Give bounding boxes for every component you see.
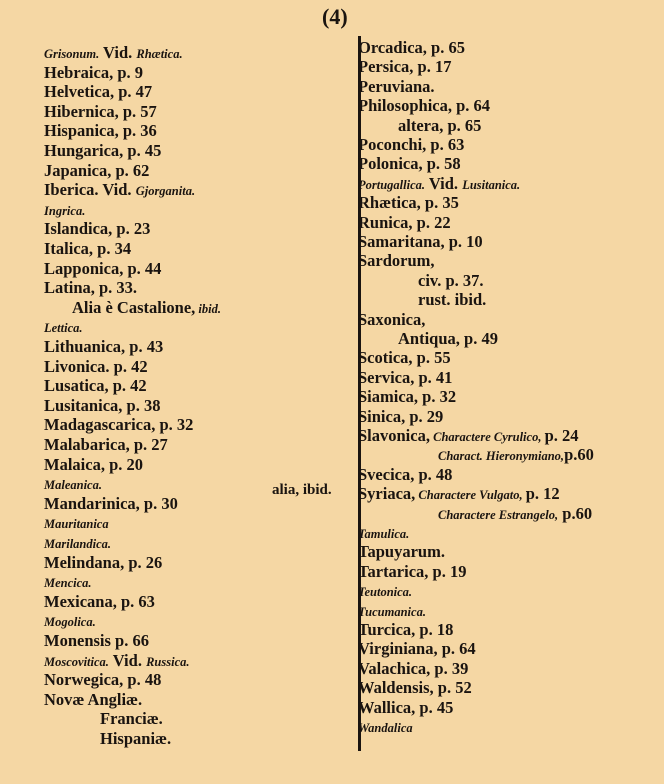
left-entry-text: Maleanica. [44,478,102,493]
left-entry-text: Hungarica, p. 45 [44,141,162,160]
right-entry-text: Virginiana, p. 64 [358,639,476,659]
right-entry [358,232,483,251]
page-number: (4) [322,4,348,29]
right-entry-text: Sinica, p. 29 [358,406,444,426]
right-entry-text: Wallica, p. 45 [358,697,454,717]
left-entry-text: Lusatica, p. 42 [44,376,147,396]
right-entry-text: Tapuyarum. [358,542,445,562]
right-entry-ref: Charactere Cyrulico, [429,430,545,444]
left-entry [44,670,161,689]
left-entry-text: Islandica, p. 23 [44,219,151,239]
left-entry-text: Moscovitica. [44,654,109,669]
left-entry [44,141,161,160]
right-entry-text: Wandalica [358,721,413,735]
right-entry [358,174,520,195]
left-entry-text: Novæ Angliæ. [44,689,143,709]
right-entry [358,562,466,581]
right-entry [418,271,484,290]
left-entry-ref: Gjorganita. [135,184,196,199]
left-entry [44,455,143,474]
left-entry [44,474,102,495]
right-entry-text: Persica, p. 17 [358,57,452,77]
left-entry [44,611,96,632]
left-entry-text: Mencica. [44,576,92,591]
right-entry [358,251,435,270]
left-entry-ref: ibid. [195,301,221,316]
left-entry-text: Madagascarica, p. 32 [44,415,194,435]
right-entry [358,57,451,76]
right-entry-text: Valachica, p. 39 [358,658,469,678]
left-entry-text: Lusitanica, p. 38 [44,395,161,415]
right-entry-text: Tartarica, p. 19 [358,561,467,581]
left-entry-text: Helvetica, p. 47 [44,82,153,102]
right-entry [358,154,461,173]
right-entry-page: p.60 [558,503,593,523]
right-entry [358,96,490,115]
right-entry [358,38,465,57]
right-entry-text: Svecica, p. 48 [358,464,453,484]
left-entry [44,102,157,121]
right-entry [398,116,481,135]
left-entry [44,690,142,709]
right-entry-ref: Charactere Vulgato, [415,488,526,503]
right-entry-text: Polonica, p. 58 [358,154,461,174]
left-entry [44,43,183,64]
left-entry [72,298,221,319]
right-entry [358,310,425,329]
left-entry-text: Ingrica. [44,203,86,218]
left-entry [44,121,157,140]
right-entry [358,387,456,406]
right-entry-page: p.60 [564,445,594,465]
right-entry-text: civ. p. 37. [418,270,484,290]
left-entry [44,161,149,180]
left-entry-text: Alia è Castalione, [72,297,196,317]
right-entry [358,523,409,544]
right-entry-text: altera, p. 65 [398,115,482,135]
right-entry [438,445,594,466]
right-entry [358,465,452,484]
left-entry [44,259,161,278]
right-entry-text: Tamulica. [358,527,410,541]
left-entry-ref: Russica. [146,654,190,669]
right-entry [358,698,453,717]
left-entry [44,513,109,534]
right-entry [418,290,486,309]
left-entry [44,651,190,672]
right-entry-text: Siamica, p. 32 [358,387,457,407]
right-entry-text: Servica, p. 41 [358,367,453,387]
right-entry-text: Saxonica, [358,309,426,329]
left-entry-text: Franciæ. [100,709,163,729]
left-entry-text: Iberica. [44,180,99,200]
left-entry-text: Livonica. p. 42 [44,356,148,376]
right-entry [398,329,498,348]
left-entry-vid: Vid. [99,43,137,62]
left-entry-vid: Vid. [98,180,136,200]
left-entry [44,82,152,101]
left-entry [44,278,137,297]
left-entry [100,709,163,728]
right-entry [358,581,412,602]
right-entry-text: Samaritana, p. 10 [358,232,483,251]
left-entry-text: Monensis p. 66 [44,631,149,650]
left-entry [44,396,160,415]
right-entry-text: Turcica, p. 18 [358,620,454,639]
right-entry [358,639,476,658]
left-entry-text: Japanica, p. 62 [44,160,150,180]
right-entry-text: rust. ibid. [418,290,487,310]
right-entry [358,407,443,426]
left-entry-text: Grisonum. [44,47,100,61]
right-entry [358,135,464,154]
left-entry-vid: Vid. [108,650,147,670]
left-entry-text: Norwegica, p. 48 [44,670,162,690]
right-entry-text: Sardorum, [358,251,435,271]
left-entry-text: Lithuanica, p. 43 [44,337,164,356]
right-entry [358,659,468,678]
left-entry [100,729,171,748]
right-entry-text: Slavonica, [358,426,430,445]
left-entry [44,533,111,554]
right-entry-text: Poconchi, p. 63 [358,135,465,154]
right-entry [358,368,452,387]
left-entry [44,219,150,238]
right-entry-text: Portugallica. [358,177,426,192]
right-entry [358,620,453,639]
left-entry-text: Melindana, p. 26 [44,552,163,572]
right-entry-text: Peruviana. [358,76,435,96]
right-entry [358,678,472,697]
right-entry-text: Orcadica, p. 65 [358,38,465,57]
left-entry-ref: Rhætica. [136,47,183,61]
left-entry-text: Mandarinica, p. 30 [44,493,178,513]
right-entry-text: Rhætica, p. 35 [358,193,459,213]
left-entry-text: Hebraica, p. 9 [44,62,143,82]
left-entry-text: Mauritanica [44,517,109,532]
left-entry-text: Hibernica, p. 57 [44,101,157,121]
left-entry-text: Hispanica, p. 36 [44,121,157,141]
left-entry [44,317,83,338]
right-entry [358,213,451,232]
right-entry-text: Runica, p. 22 [358,212,451,232]
right-entry [438,504,592,525]
left-entry-text: Hispaniæ. [100,729,172,748]
right-entry-ref: Lusitanica. [462,177,521,192]
right-entry-page: p. 12 [525,484,560,504]
left-entry [44,631,149,650]
right-entry-text: Charactere Estrangelo, [438,507,559,522]
left-entry-text: Lettica. [44,321,83,336]
right-entry [358,484,560,505]
left-entry [44,592,155,611]
left-entry-text: Latina, p. 33. [44,278,138,298]
right-entry-text: Philosophica, p. 64 [358,96,491,116]
right-entry-text: Syriaca, [358,484,416,504]
right-entry-vid: Vid. [425,173,463,193]
left-entry-text: Mexicana, p. 63 [44,591,155,611]
right-entry [358,193,459,212]
left-entry [44,180,195,201]
right-entry [358,348,451,367]
left-entry [44,572,92,593]
right-entry [358,601,426,622]
left-entry-text: Malabarica, p. 27 [44,435,168,454]
right-entry-page: p. 24 [544,426,579,445]
left-entry [44,435,168,454]
right-entry-text: Tucumanica. [358,604,426,619]
left-entry-text: Lapponica, p. 44 [44,258,162,278]
left-entry [44,200,85,221]
right-entry [358,717,413,738]
left-entry [44,494,178,513]
right-entry [358,77,435,96]
left-entry-text: Mogolica. [44,615,96,630]
left-entry [44,376,147,395]
left-entry-text: Italica, p. 34 [44,239,132,258]
right-entry [358,542,445,561]
right-entry-text: Charact. Hieronymiano, [438,449,565,464]
right-entry [358,426,579,447]
left-entry-text: Marilandica. [44,537,112,551]
side-note: alia, ibid. [272,482,332,498]
left-entry [44,239,131,258]
left-entry [44,553,162,572]
right-entry-text: Scotica, p. 55 [358,348,451,368]
right-entry-text: Antiqua, p. 49 [398,329,498,348]
left-entry [44,415,193,434]
left-entry [44,63,143,82]
right-entry-text: Waldensis, p. 52 [358,678,472,698]
left-entry [44,357,148,376]
left-entry-text: Malaica, p. 20 [44,454,143,474]
right-entry-text: Teutonica. [358,585,413,600]
left-entry [44,337,163,356]
